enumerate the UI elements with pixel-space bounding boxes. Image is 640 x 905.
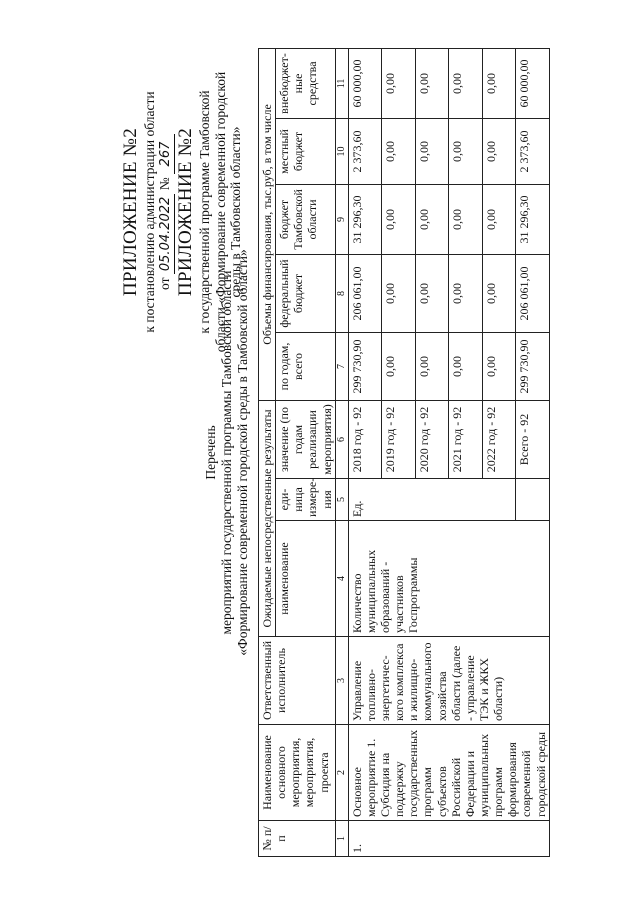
col-number: 7 (335, 332, 348, 400)
amount-total: 0,00 (482, 332, 516, 400)
header-federal: федеральный бюджет (276, 254, 336, 332)
header-regional: бюджет Тамбовской области (276, 184, 336, 254)
header-finance-group: Объемы финансирования, тыс.руб, в том числе (259, 48, 276, 400)
col-number: 6 (335, 400, 348, 478)
header-row-1 (259, 48, 276, 856)
handwritten-date: 05.04.2022 (159, 194, 175, 274)
from-label: от (157, 277, 173, 290)
col-number: 8 (335, 254, 348, 332)
header-result-name: наименование (276, 521, 336, 637)
year-value: 2021 год - 92 (449, 400, 483, 478)
amount-total: 0,00 (415, 332, 449, 400)
amount-regional: 31 296,30 (516, 184, 550, 254)
row-unit-empty (516, 479, 550, 521)
header-results-group: Ожидаемые непосредственные результаты (259, 400, 276, 636)
row-responsible: Управление топливно-энергетичес-кого комплекса и жилищно-коммунального хозяйства области (далее - управление ТЭК и ЖКХ области) (348, 637, 549, 725)
row-result-name: Количество муниципальных образований - участников Госпрограммы (348, 521, 549, 637)
year-value: 2022 год - 92 (482, 400, 516, 478)
amount-regional: 0,00 (382, 184, 416, 254)
amount-regional: 31 296,30 (348, 184, 382, 254)
program-line-3: среды в Тамбовской области» (228, 126, 244, 298)
header-unit: еди-ница измере-ния (276, 479, 336, 521)
amount-local: 0,00 (449, 118, 483, 184)
amount-extra: 0,00 (449, 48, 483, 118)
number-label: № (157, 177, 173, 191)
amount-federal: 0,00 (482, 254, 516, 332)
handwritten-number: 267 (159, 134, 175, 174)
year-value: 2018 год - 92 (348, 400, 382, 478)
amount-federal: 206 061,00 (516, 254, 550, 332)
row-num: 1. (348, 821, 549, 857)
amount-local: 2 373,60 (348, 118, 382, 184)
header-responsible: Ответственный исполнитель (259, 637, 336, 725)
amount-federal: 0,00 (415, 254, 449, 332)
header-event: Наименование основного мероприятия, мероприятия, проекта (259, 725, 336, 821)
appendix-title-2: ПРИЛОЖЕНИЕ №2 (175, 127, 197, 297)
events-table (258, 48, 550, 857)
col-number: 10 (335, 118, 348, 184)
amount-total: 0,00 (449, 332, 483, 400)
program-line-1: к государственной программе Тамбовской (197, 90, 213, 334)
column-number-row (335, 48, 348, 856)
header-num: № п/п (259, 821, 336, 857)
amount-extra: 60 000,00 (348, 48, 382, 118)
row-event: Основное мероприятие 1. Субсидия на поддержку государственных программ субъектов Российской Федерации и муниципальных программ формирования современной городской среды (348, 725, 549, 821)
amount-federal: 0,00 (382, 254, 416, 332)
amount-local: 2 373,60 (516, 118, 550, 184)
amount-local: 0,00 (482, 118, 516, 184)
amount-regional: 0,00 (482, 184, 516, 254)
title-line-1: Перечень (203, 425, 218, 480)
header-value: значение (по годам реализации мероприятия) (276, 400, 336, 478)
resolution-line: к постановлению администрации области (141, 91, 157, 333)
table-row (348, 48, 382, 856)
amount-extra: 0,00 (482, 48, 516, 118)
amount-total: 299 730,90 (348, 332, 382, 400)
header-extra: внебюджет-ные средства (276, 48, 336, 118)
header-local: местный бюджет (276, 118, 336, 184)
amount-extra: 0,00 (415, 48, 449, 118)
appendix-title: ПРИЛОЖЕНИЕ №2 (120, 127, 141, 297)
amount-federal: 206 061,00 (348, 254, 382, 332)
year-value: 2019 год - 92 (382, 400, 416, 478)
document-title (203, 0, 251, 905)
amount-total: 299 730,90 (516, 332, 550, 400)
amount-extra: 60 000,00 (516, 48, 550, 118)
amount-extra: 0,00 (382, 48, 416, 118)
amount-local: 0,00 (382, 118, 416, 184)
title-line-2: мероприятий государственной программы Тамбовской области (218, 270, 234, 635)
amount-federal: 0,00 (449, 254, 483, 332)
col-number: 3 (335, 637, 348, 725)
col-number: 5 (335, 479, 348, 521)
row-unit: Ед. (348, 479, 516, 521)
title-line-3: «Формирование современной городской среды в Тамбовской области» (234, 249, 250, 656)
col-number: 9 (335, 184, 348, 254)
col-number: 4 (335, 521, 348, 637)
date-number-line (157, 62, 175, 362)
amount-regional: 0,00 (449, 184, 483, 254)
col-number: 2 (335, 725, 348, 821)
year-value: 2020 год - 92 (415, 400, 449, 478)
amount-total: 0,00 (382, 332, 416, 400)
amount-local: 0,00 (415, 118, 449, 184)
col-number: 1 (335, 821, 348, 857)
header-by-year: по годам, всего (276, 332, 336, 400)
amount-regional: 0,00 (415, 184, 449, 254)
col-number: 11 (335, 48, 348, 118)
program-line-2: области «Формирование современной городской (212, 71, 228, 353)
year-value: Всего - 92 (516, 400, 550, 478)
